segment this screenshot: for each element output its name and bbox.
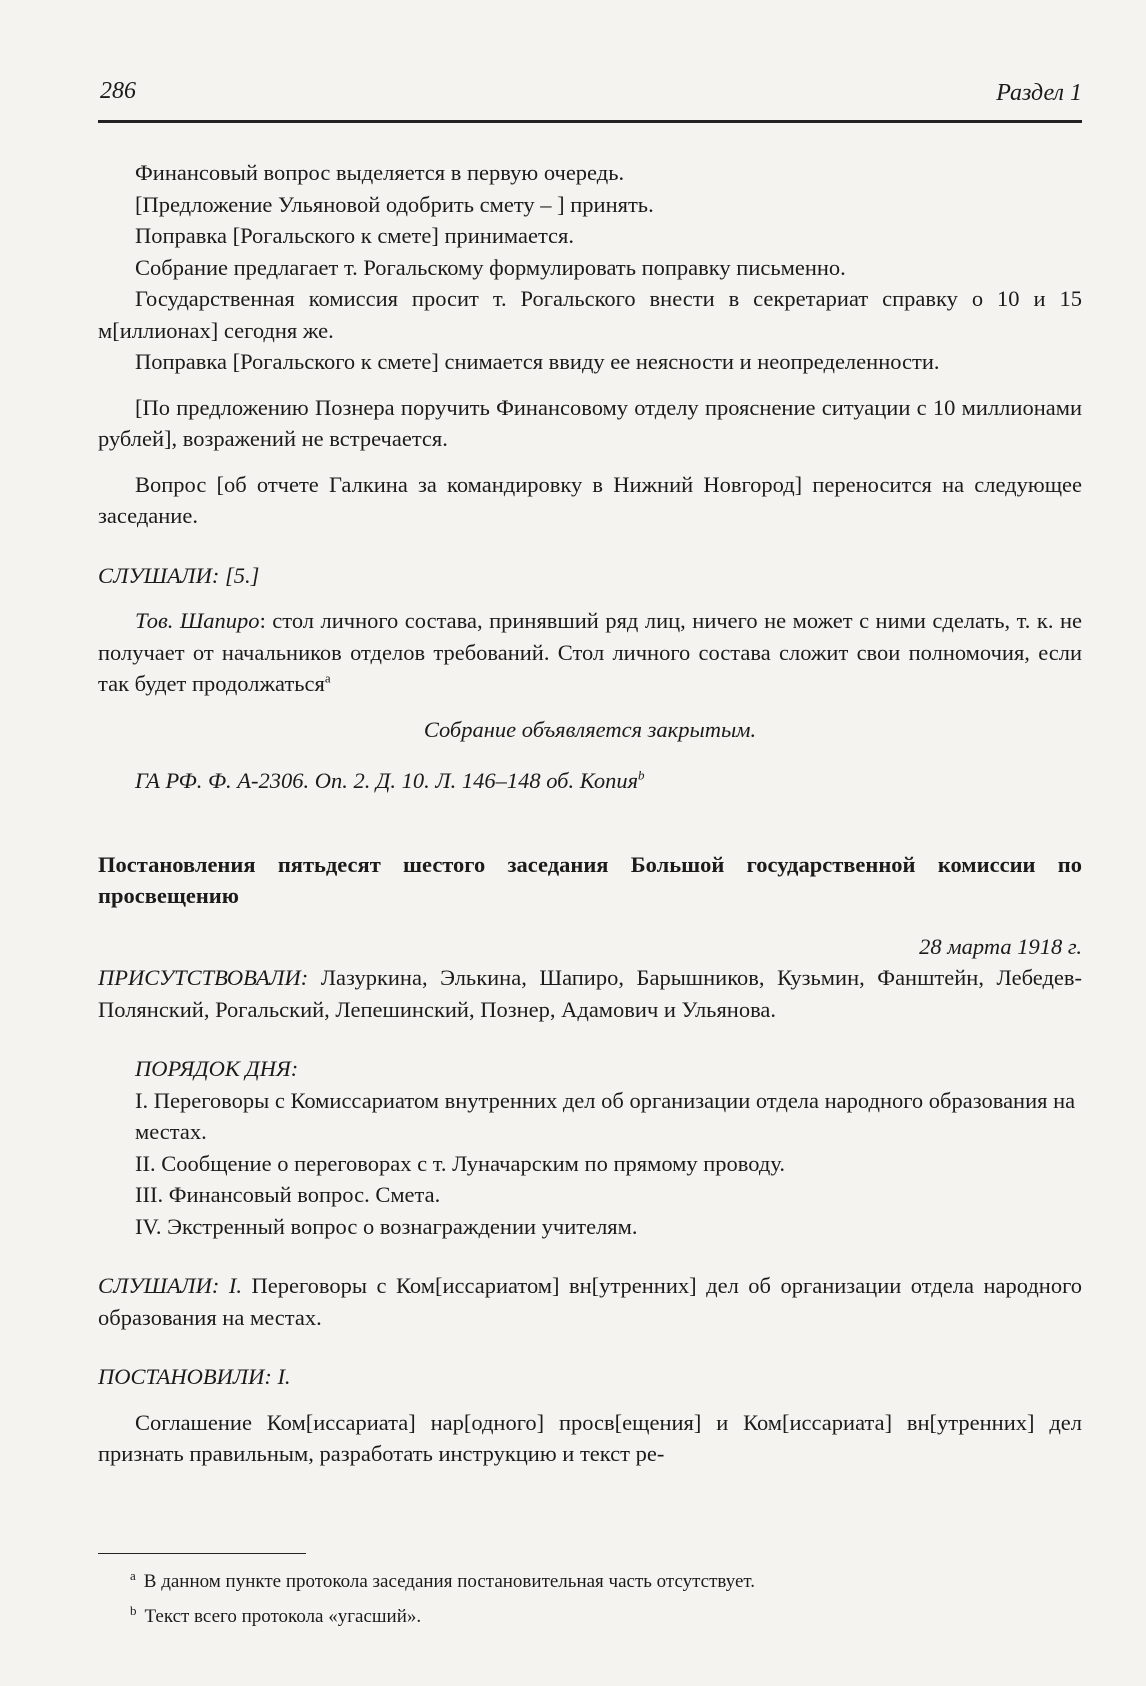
archive-text: ГА РФ. Ф. А-2306. Оп. 2. Д. 10. Л. 146–148 об. Копия bbox=[135, 768, 639, 793]
footnote bbox=[130, 1567, 1082, 1594]
footnote-ref: a bbox=[324, 670, 331, 686]
agenda-item: III. Финансовый вопрос. Смета. bbox=[135, 1182, 441, 1207]
page-number: 286 bbox=[100, 78, 136, 104]
document-title: Постановления пятьдесят шестого заседания Большой государственной комиссии по просвещению bbox=[98, 851, 1082, 908]
archive-citation bbox=[98, 765, 1082, 797]
paragraph: Поправка [Рогальского к смете] принимается. bbox=[135, 223, 575, 248]
agenda-list bbox=[98, 1085, 1082, 1243]
speech-text: : стол личного состава, принявший ряд лиц, ничего не может с ними сделать, т. к. не получает от начальников отделов требований. Стол личного состава сложит свои полномочия, если так будет продолжаться bbox=[98, 608, 1082, 696]
agenda-item: IV. Экстренный вопрос о вознаграждении учителям. bbox=[135, 1213, 638, 1239]
footnote bbox=[130, 1602, 1082, 1629]
section-title: Раздел 1 bbox=[996, 80, 1082, 106]
footnote-text: Текст всего протокола «угасший». bbox=[144, 1606, 422, 1627]
slushali-heading: СЛУШАЛИ: [5.] bbox=[98, 562, 260, 588]
paragraph: [Предложение Ульяновой одобрить смету – ] принять. bbox=[135, 191, 654, 217]
page-body bbox=[98, 157, 1082, 1470]
slushali-item bbox=[98, 1270, 1082, 1333]
attendance-label: ПРИСУТСТВОВАЛИ: bbox=[98, 965, 309, 990]
closing-line: Собрание объявляется закрытым. bbox=[423, 716, 757, 742]
footnote-mark: a bbox=[130, 1567, 136, 1583]
postanovili-heading: ПОСТАНОВИЛИ: I. bbox=[98, 1364, 291, 1389]
speech-paragraph bbox=[98, 605, 1082, 700]
paragraph: Государственная комиссия просит т. Рогальского внести в секретариат справку о 10 и 15 м[иллионах] сегодня же. bbox=[98, 286, 1082, 343]
postanovili-text: Соглашение Ком[иссариата] нар[одного] просв[ещения] и Ком[иссариата] вн[утренних] дел признать правильным, разработать инструкцию и текст ре- bbox=[98, 1409, 1082, 1466]
attendance bbox=[98, 962, 1082, 1025]
paragraph: Финансовый вопрос выделяется в первую очередь. bbox=[135, 160, 625, 185]
document-date: 28 марта 1918 г. bbox=[919, 933, 1082, 959]
paragraph: [По предложению Познера поручить Финансовому отделу прояснение ситуации с 10 миллионами рублей], возражений не встречается. bbox=[98, 394, 1082, 451]
agenda-heading: ПОРЯДОК ДНЯ: bbox=[135, 1056, 299, 1081]
slushali-text: Переговоры с Ком[иссариатом] вн[утренних] дел об организации отдела народного образования на местах. bbox=[98, 1273, 1082, 1330]
header-rule bbox=[98, 120, 1082, 123]
running-header bbox=[98, 78, 1082, 118]
paragraph: Поправка [Рогальского к смете] снимается ввиду ее неясности и неопределенности. bbox=[135, 349, 940, 374]
paragraph: Собрание предлагает т. Рогальскому формулировать поправку письменно. bbox=[135, 254, 846, 280]
attendance-names: Лазуркина, Элькина, Шапиро, Барышников, Кузьмин, Фанштейн, Лебедев-Полянский, Рогальский, Лепешинский, Познер, Адамович и Ульянова. bbox=[98, 965, 1082, 1022]
speaker-name: Тов. Шапиро bbox=[135, 608, 260, 633]
slushali-label: СЛУШАЛИ: I. bbox=[98, 1273, 243, 1298]
agenda-item: I. Переговоры с Комиссариатом внутренних дел об организации отдела народного образования на местах. bbox=[135, 1087, 1076, 1144]
paragraph: Вопрос [об отчете Галкина за командировку в Нижний Новгород] переносится на следующее заседание. bbox=[98, 471, 1082, 528]
agenda-item: II. Сообщение о переговорах с т. Луначарским по прямому проводу. bbox=[135, 1150, 785, 1176]
footnote-mark: b bbox=[130, 1602, 137, 1618]
footnote-text: В данном пункте протокола заседания постановительная часть отсутствует. bbox=[143, 1571, 756, 1592]
footnote-rule bbox=[98, 1553, 306, 1554]
footnote-ref: b bbox=[638, 767, 645, 783]
